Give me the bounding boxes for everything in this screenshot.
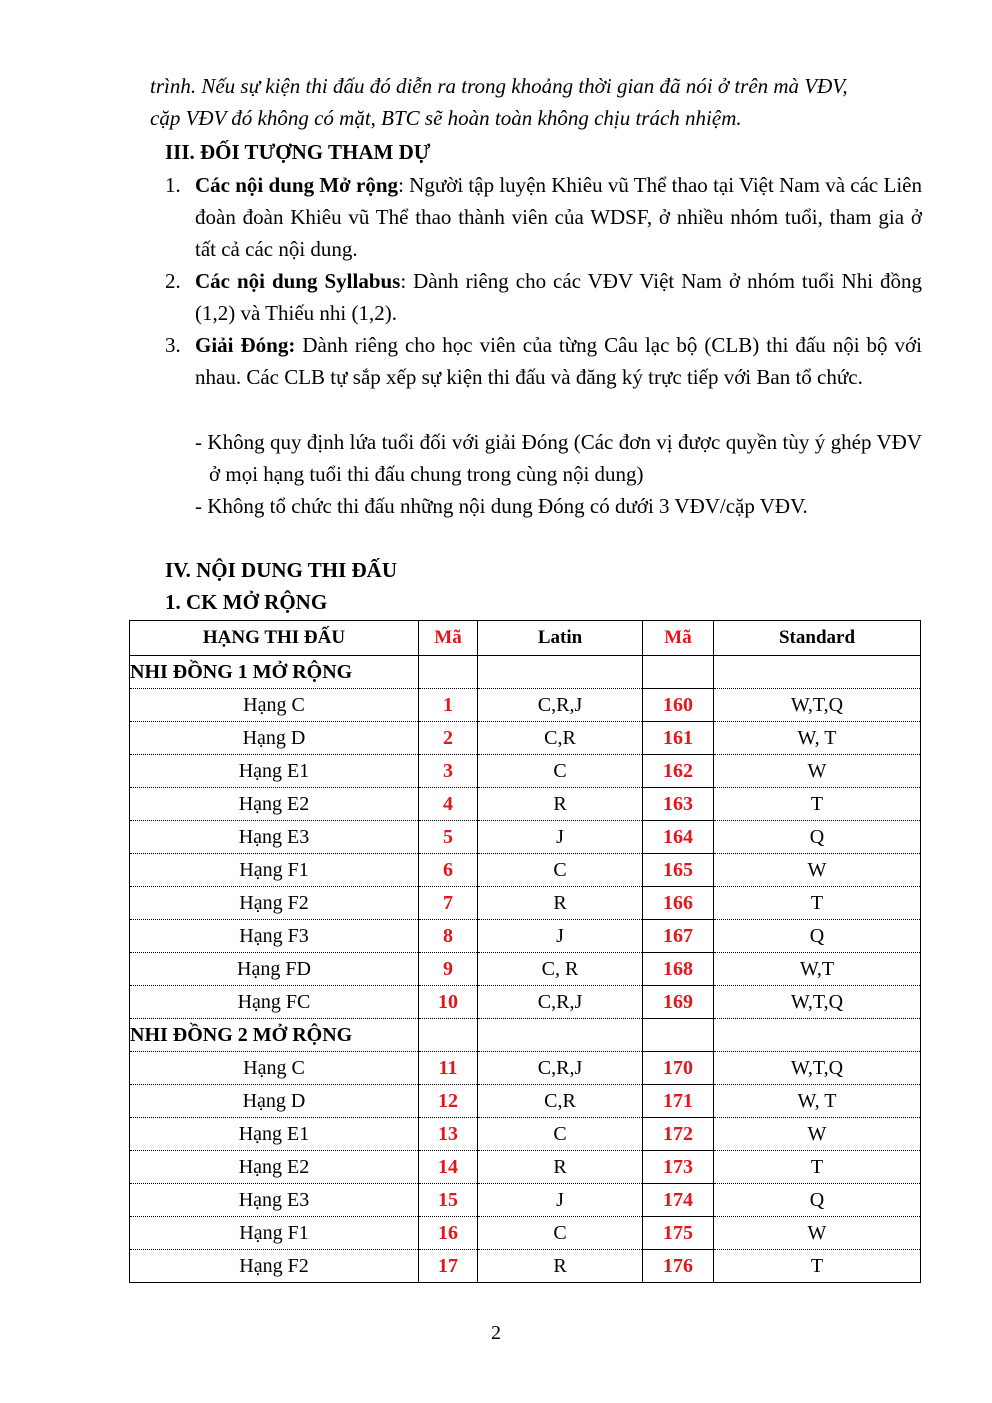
cell-latin-code: 12: [419, 1085, 478, 1118]
empty-cell: [478, 1019, 643, 1052]
cell-latin: R: [478, 887, 643, 920]
cell-category: Hạng FD: [130, 953, 419, 986]
cell-latin: C,R,J: [478, 986, 643, 1019]
cell-latin-code: 17: [419, 1250, 478, 1283]
closed-tournament-notes: [195, 426, 922, 522]
list-item-text: : Dành riêng cho các VĐV Việt Nam ở nhóm tuổi Nhi đồng (1,2) và Thiếu nhi (1,2).: [195, 269, 923, 325]
cell-standard-code: 167: [643, 920, 714, 953]
cell-standard-code: 160: [643, 689, 714, 722]
table-row: [130, 887, 921, 920]
cell-category: Hạng C: [130, 689, 419, 722]
cell-standard: W, T: [714, 722, 921, 755]
cell-latin-code: 5: [419, 821, 478, 854]
cell-standard-code: 176: [643, 1250, 714, 1283]
cell-latin: C: [478, 1217, 643, 1250]
cell-latin-code: 15: [419, 1184, 478, 1217]
cell-standard: W,T,Q: [714, 689, 921, 722]
cell-latin-code: 4: [419, 788, 478, 821]
empty-cell: [478, 656, 643, 689]
list-item: [165, 329, 922, 393]
list-item: [165, 169, 922, 265]
cell-standard: W: [714, 854, 921, 887]
cell-standard: W: [714, 1118, 921, 1151]
group-name: NHI ĐỒNG 2 MỞ RỘNG: [130, 1019, 419, 1052]
table-row: [130, 1217, 921, 1250]
cell-latin: R: [478, 788, 643, 821]
empty-cell: [643, 656, 714, 689]
cell-latin: C,R,J: [478, 1052, 643, 1085]
note-line: - Không quy định lứa tuổi đối với giải Đóng (Các đơn vị được quyền tùy ý ghép VĐV ở mọi hạng tuổi thi đấu chung trong cùng nội dung): [195, 430, 922, 486]
cell-category: Hạng E3: [130, 1184, 419, 1217]
table-row: [130, 755, 921, 788]
cell-standard-code: 161: [643, 722, 714, 755]
cell-category: Hạng D: [130, 722, 419, 755]
table-row: [130, 920, 921, 953]
table-row: [130, 953, 921, 986]
cell-standard-code: 164: [643, 821, 714, 854]
empty-cell: [643, 1019, 714, 1052]
cell-standard-code: 175: [643, 1217, 714, 1250]
cell-latin: C,R,J: [478, 689, 643, 722]
table-row: [130, 1052, 921, 1085]
table-row: [130, 1118, 921, 1151]
table-row: [130, 788, 921, 821]
cell-standard: W,T: [714, 953, 921, 986]
cell-standard-code: 174: [643, 1184, 714, 1217]
cell-category: Hạng D: [130, 1085, 419, 1118]
cell-category: Hạng FC: [130, 986, 419, 1019]
cell-category: Hạng C: [130, 1052, 419, 1085]
cell-latin-code: 13: [419, 1118, 478, 1151]
cell-category: Hạng E1: [130, 755, 419, 788]
cell-latin: C, R: [478, 953, 643, 986]
list-item-title: Giải Đóng:: [195, 333, 296, 357]
cell-standard-code: 171: [643, 1085, 714, 1118]
cell-standard: W: [714, 755, 921, 788]
header-standard: Standard: [714, 621, 921, 656]
cell-latin-code: 11: [419, 1052, 478, 1085]
cell-standard: Q: [714, 1184, 921, 1217]
empty-cell: [419, 1019, 478, 1052]
cell-standard: W,T,Q: [714, 1052, 921, 1085]
cell-category: Hạng E2: [130, 788, 419, 821]
cell-latin: C: [478, 755, 643, 788]
cell-standard-code: 163: [643, 788, 714, 821]
cell-category: Hạng F3: [130, 920, 419, 953]
cell-latin-code: 1: [419, 689, 478, 722]
cell-category: Hạng E3: [130, 821, 419, 854]
list-number: 3.: [165, 333, 181, 357]
cell-latin-code: 2: [419, 722, 478, 755]
note-line: - Không tổ chức thi đấu những nội dung Đóng có dưới 3 VĐV/cặp VĐV.: [195, 494, 808, 518]
intro-paragraph: [150, 70, 922, 134]
list-number: 2.: [165, 269, 181, 293]
list-item-text: Dành riêng cho học viên của từng Câu lạc bộ (CLB) thi đấu nội bộ với nhau. Các CLB tự sắp xếp sự kiện thi đấu và đăng ký trực tiếp với Ban tổ chức.: [195, 333, 922, 389]
header-category: HẠNG THI ĐẤU: [130, 621, 419, 656]
cell-standard: T: [714, 1250, 921, 1283]
cell-latin: J: [478, 821, 643, 854]
intro-line-2: cặp VĐV đó không có mặt, BTC sẽ hoàn toàn không chịu trách nhiệm.: [150, 106, 742, 130]
cell-standard-code: 173: [643, 1151, 714, 1184]
list-number: 1.: [165, 173, 181, 197]
cell-category: Hạng F2: [130, 887, 419, 920]
cell-latin: R: [478, 1151, 643, 1184]
cell-standard-code: 166: [643, 887, 714, 920]
list-item-title: Các nội dung Syllabus: [195, 269, 401, 293]
table-body: [130, 656, 921, 1283]
subsection-heading: 1. CK MỞ RỘNG: [165, 590, 328, 614]
cell-category: Hạng F1: [130, 1217, 419, 1250]
list-item-title: Các nội dung Mở rộng: [195, 173, 399, 197]
cell-latin-code: 3: [419, 755, 478, 788]
list-item: [165, 265, 922, 329]
cell-standard-code: 172: [643, 1118, 714, 1151]
list-item-text: : Người tập luyện Khiêu vũ Thể thao tại Việt Nam và các Liên đoàn đoàn Khiêu vũ Thể thao thành viên của WDSF, ở nhiều nhóm tuổi, tham gia ở tất cả các nội dung.: [195, 173, 922, 261]
cell-latin: C,R: [478, 1085, 643, 1118]
header-latin: Latin: [478, 621, 643, 656]
table-row: [130, 1151, 921, 1184]
cell-latin-code: 16: [419, 1217, 478, 1250]
table-group-row: [130, 1019, 921, 1052]
cell-standard: T: [714, 887, 921, 920]
cell-latin-code: 14: [419, 1151, 478, 1184]
cell-latin-code: 10: [419, 986, 478, 1019]
group-name: NHI ĐỒNG 1 MỞ RỘNG: [130, 656, 419, 689]
cell-standard: T: [714, 788, 921, 821]
cell-category: Hạng E1: [130, 1118, 419, 1151]
cell-standard: Q: [714, 821, 921, 854]
cell-latin: C,R: [478, 722, 643, 755]
table-row: [130, 1184, 921, 1217]
cell-standard: W,T,Q: [714, 986, 921, 1019]
table-row: [130, 689, 921, 722]
cell-standard-code: 170: [643, 1052, 714, 1085]
cell-latin: C: [478, 854, 643, 887]
cell-standard: Q: [714, 920, 921, 953]
cell-latin-code: 9: [419, 953, 478, 986]
cell-standard-code: 162: [643, 755, 714, 788]
cell-latin-code: 7: [419, 887, 478, 920]
cell-latin: R: [478, 1250, 643, 1283]
intro-line-1: trình. Nếu sự kiện thi đấu đó diễn ra trong khoảng thời gian đã nói ở trên mà VĐV,: [150, 74, 848, 98]
table-group-row: [130, 656, 921, 689]
empty-cell: [714, 1019, 921, 1052]
empty-cell: [714, 656, 921, 689]
cell-standard: W: [714, 1217, 921, 1250]
table-header-row: [130, 621, 921, 656]
header-latin-code: Mã: [419, 621, 478, 656]
participant-list: [165, 169, 922, 393]
cell-latin: J: [478, 920, 643, 953]
cell-latin: C: [478, 1118, 643, 1151]
cell-category: Hạng F2: [130, 1250, 419, 1283]
cell-standard-code: 165: [643, 854, 714, 887]
cell-standard: T: [714, 1151, 921, 1184]
header-standard-code: Mã: [643, 621, 714, 656]
cell-category: Hạng F1: [130, 854, 419, 887]
table-row: [130, 1085, 921, 1118]
cell-latin-code: 8: [419, 920, 478, 953]
cell-latin: J: [478, 1184, 643, 1217]
cell-standard-code: 169: [643, 986, 714, 1019]
cell-latin-code: 6: [419, 854, 478, 887]
table-row: [130, 854, 921, 887]
table-row: [130, 1250, 921, 1283]
empty-cell: [419, 656, 478, 689]
table-row: [130, 722, 921, 755]
section-4-heading: IV. NỘI DUNG THI ĐẤU: [165, 558, 398, 582]
page-number: 2: [491, 1322, 501, 1344]
cell-standard: W, T: [714, 1085, 921, 1118]
cell-standard-code: 168: [643, 953, 714, 986]
cell-category: Hạng E2: [130, 1151, 419, 1184]
competition-table: [129, 620, 921, 1283]
table-row: [130, 821, 921, 854]
table-row: [130, 986, 921, 1019]
section-3-heading: III. ĐỐI TƯỢNG THAM DỰ: [165, 140, 431, 164]
